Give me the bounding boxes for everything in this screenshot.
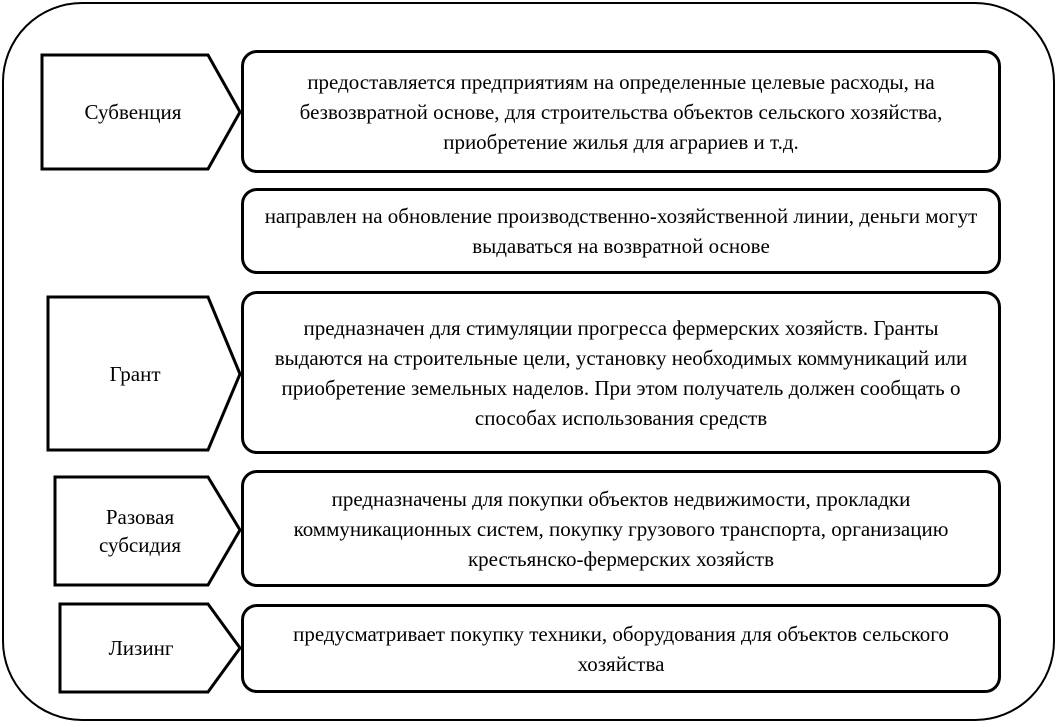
description-box-production-line bbox=[241, 188, 1001, 274]
tag-subvention-label: Субвенция bbox=[84, 100, 182, 124]
tag-leasing-label: Лизинг bbox=[108, 636, 174, 660]
description-production-line-text: направлен на обновление производственно-хозяйственной линии, деньги могут выдаваться на возвратной основе bbox=[264, 204, 978, 258]
description-box-grant bbox=[241, 291, 1001, 454]
description-subsidy-text: предназначены для покупки объектов недвижимости, прокладки коммуникационных систем, покупку грузового транспорта, организацию крестьянско-фермерских хозяйств bbox=[293, 486, 949, 571]
description-grant-text: предназначен для стимуляции прогресса фермерских хозяйств. Гранты выдаются на строительные цели, установку необходимых коммуникаций или приобретение земельных наделов. При этом получатель должен сообщать о способах использования средств bbox=[274, 315, 968, 430]
description-box-subsidy bbox=[241, 470, 1001, 587]
description-box-leasing bbox=[241, 604, 1001, 693]
description-leasing-text: предусматривает покупку техники, оборудования для объектов сельского хозяйства bbox=[293, 621, 949, 676]
description-subvention-text: предоставляется предприятиям на определенные целевые расходы, на безвозвратной основе, для строительства объектов сельского хозяйства, приобретение жилья для аграриев и т.д. bbox=[299, 69, 943, 154]
tag-grant-label: Грант bbox=[109, 361, 161, 386]
description-box-subvention bbox=[241, 50, 1001, 173]
tag-subsidy-label: Разовая субсидия bbox=[98, 505, 182, 557]
